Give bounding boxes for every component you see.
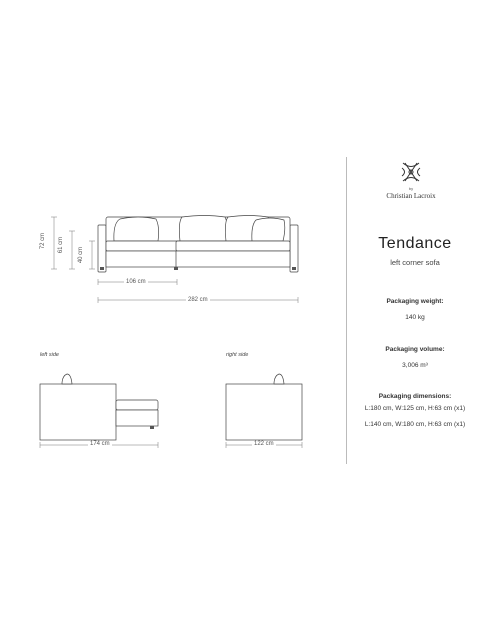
side-pillow [62,374,72,384]
sofa-right-arm [290,225,298,272]
left-side-label: left side [40,352,59,358]
width-282-label: 282 cm [188,297,208,303]
packaging-weight-label: Packaging weight: [386,298,444,305]
sofa-seat-cushion [176,241,290,251]
vertical-divider [346,157,347,464]
height-61-label: 61 cm [58,230,64,260]
height-72-label: 72 cm [40,226,46,256]
product-title: Tendance [378,235,452,252]
sofa-left-arm [98,225,106,272]
brand-by-text: by [408,186,414,191]
brand-name: Christian Lacroix [386,192,436,200]
packaging-dimension-value: L:180 cm, W:125 cm, H:63 cm (x1) [364,405,466,412]
side-body [40,384,116,440]
right-side-label: right side [226,352,249,358]
sofa-pillow [114,217,159,241]
packaging-volume-label: Packaging volume: [385,346,445,353]
product-subtitle: left corner sofa [390,258,440,267]
packaging-weight-value: 140 kg [405,314,425,321]
right-side-depth-label: 122 cm [254,441,274,447]
sofa-seat-cushion [106,241,182,251]
packaging-dimensions-label: Packaging dimensions: [378,393,452,400]
chaise-cushion [116,400,158,410]
left-side-depth-label: 174 cm [90,441,110,447]
sofa-base [106,251,290,267]
sofa-pillow [252,218,285,241]
side-pillow [274,374,284,384]
height-40-label: 40 cm [78,240,84,270]
sofa-pillow [179,216,227,242]
packaging-dimension-value: L:140 cm, W:180 cm, H:63 cm (x1) [364,421,466,428]
side-body [226,384,302,440]
packaging-volume-value: 3,006 m³ [402,362,428,369]
christian-lacroix-logo-icon [399,160,423,184]
width-106-label: 106 cm [126,279,146,285]
chaise-base [116,410,158,426]
